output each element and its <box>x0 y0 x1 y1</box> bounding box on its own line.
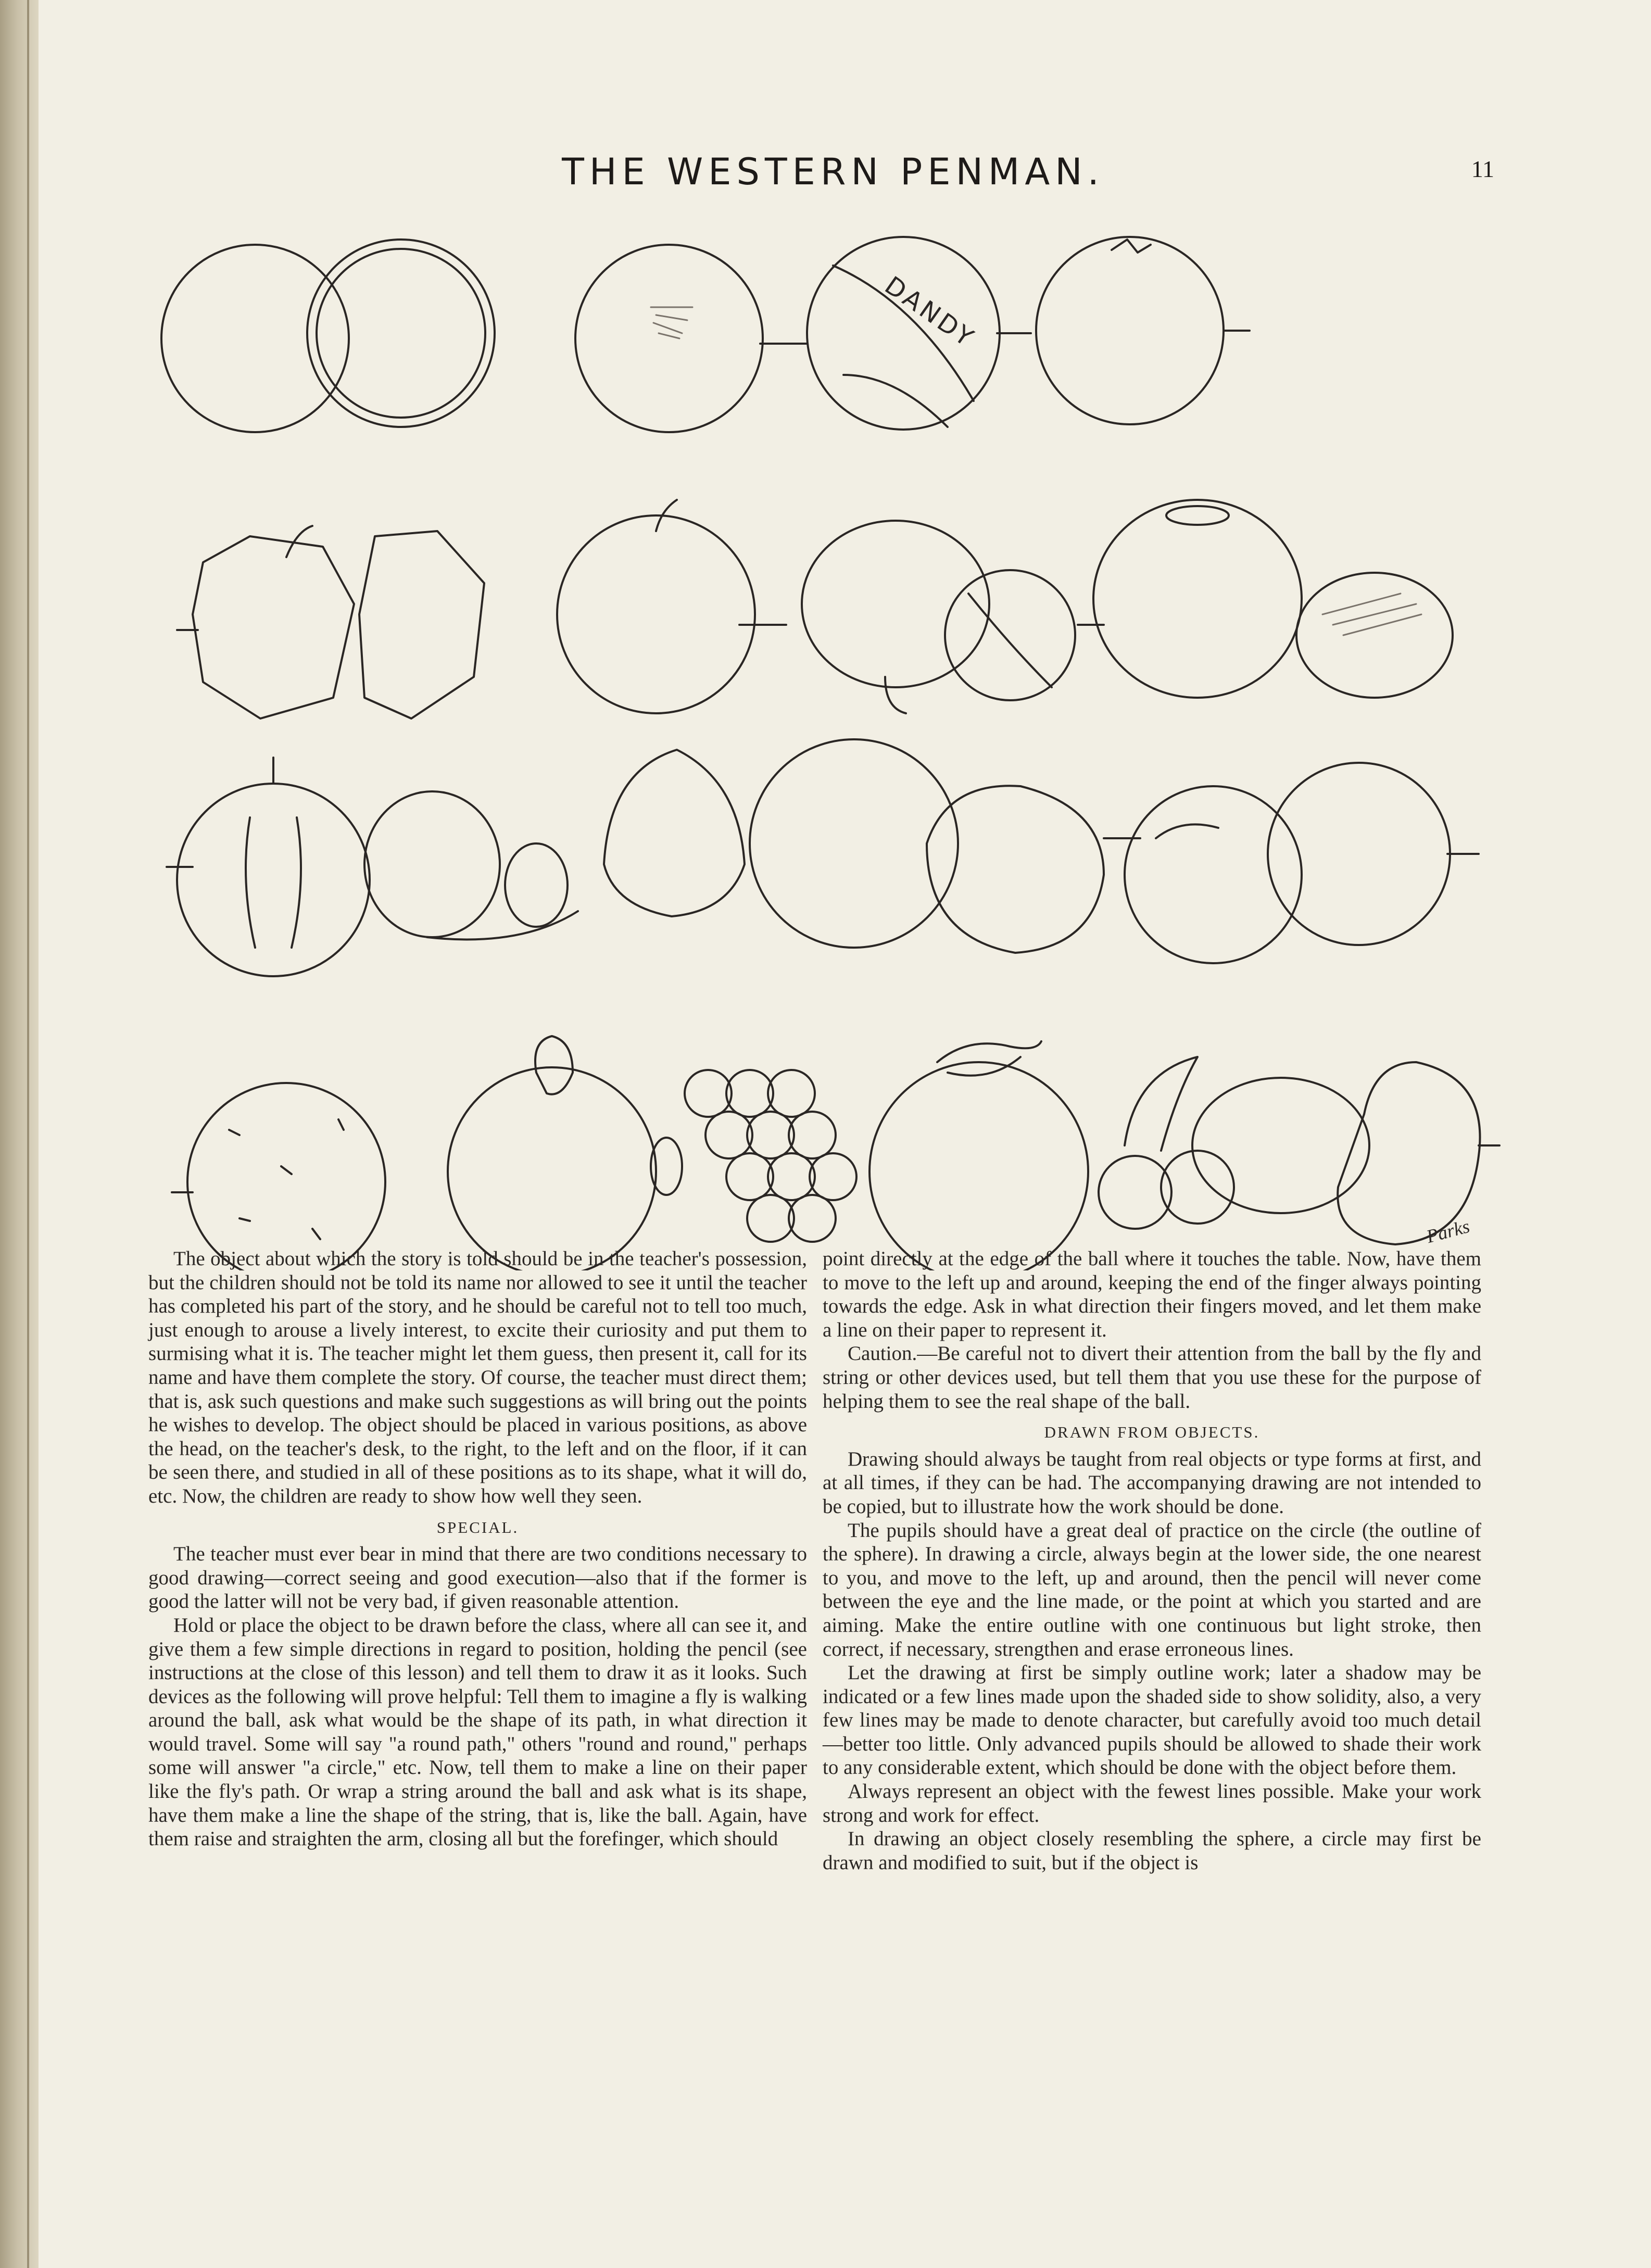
orange-circle <box>1036 237 1224 424</box>
apple-polygon-right <box>359 531 484 719</box>
row4-still-life <box>172 1036 1499 1270</box>
double-circle-inner <box>317 249 485 418</box>
dandy-label: DANDY <box>879 271 981 354</box>
right-column <box>823 1247 1481 2090</box>
page-header <box>156 146 1510 203</box>
paragraph: The teacher must ever bear in mind that there are two conditions necessary to good drawing—correct seeing and good execution—also that if the former is good the latter will not be very bad, if given reasonable attention. <box>148 1543 807 1613</box>
mouse-body <box>364 791 500 937</box>
onion-bulb <box>604 750 745 916</box>
paragraph: The object about which the story is told should be in the teacher's possession, but the children should not be told its name nor allowed to see it until the teacher has completed his part of the story, and he should be careful not to tell too much, just enough to arouse a lively interest, to excite their curiosity and put them to surmising what it is. The teacher might let them guess, then present it, call for its name and have them complete the story. Of course, the teacher must direct them; that is, ask such questions and make such suggestions as will bring out the points he wishes to develop. The object should be placed in various positions, as above the head, on the teacher's desk, to the right, to the left and on the floor, if it can be seen there, and studied in all of these positions as to its shape, what it will do, etc. Now, the children are ready to show how well they seen. <box>148 1248 807 1507</box>
grape-cluster <box>685 1070 856 1242</box>
row1-circles <box>161 237 1250 432</box>
pumpkin <box>177 784 370 976</box>
orange-textured <box>187 1083 385 1270</box>
half-ball <box>945 570 1075 700</box>
sphere-drawing-illustration <box>156 219 1510 1270</box>
paragraph: Caution.—Be careful not to divert their attention from the ball by the fly and string or other devices used, but tell them that you use these for the purpose of helping them to see the real shape of the ball. <box>823 1342 1481 1413</box>
section-heading-special: SPECIAL. <box>436 1518 519 1536</box>
page-number: 11 <box>1471 156 1494 182</box>
book-spine <box>0 0 39 2268</box>
paragraph: The pupils should have a great deal of practice on the circle (the outline of the sphere). In drawing a circle, always begin at the lower side, the one nearest to you, and move to the left, up and around, then the pencil will never come between the eye and the line made, or the point at which you started and are aiming. Make the entire outline with one continuous but light stroke, then correct, if necessary, strengthen and erase erroneous lines. <box>823 1519 1481 1660</box>
globe-with-cat <box>448 1067 656 1270</box>
plain-circle <box>161 245 349 432</box>
illustration-svg <box>156 219 1510 1270</box>
paragraph: Drawing should always be taught from real objects or type forms at first, and at all times, if they can be had. The accompanying drawing are not intended to be copied, but to illustrate how the work should be done. <box>823 1447 1481 1518</box>
bowl-sphere <box>1093 500 1302 698</box>
paragraph: Always represent an object with the fewest lines possible. Make your work strong and work for effect. <box>823 1780 1481 1826</box>
peach-left <box>1125 786 1302 963</box>
shaded-ball <box>575 245 763 432</box>
row2-fruits <box>177 500 1453 719</box>
page-title: THE WESTERN PENMAN. <box>562 150 1104 193</box>
cut-sphere <box>1296 573 1453 698</box>
onion-shape <box>802 521 989 687</box>
cat-shape <box>535 1036 573 1094</box>
artist-signature: Parks <box>1424 1215 1472 1248</box>
paragraph: point directly at the edge of the ball where it touches the table. Now, have them to move to the left up and around, keeping the end of the finger always pointing towards the edge. Ask in what direction their fingers moved, and let them make a line on their paper to represent it. <box>823 1248 1481 1341</box>
bird-shape <box>937 1041 1041 1076</box>
left-column <box>148 1247 807 2090</box>
apple-with-stem <box>557 515 755 713</box>
apple-polygon-left <box>193 536 354 719</box>
paragraph: Let the drawing at first be simply outline work; later a shadow may be indicated or a few lines made upon the shaded side to show solidity, also, a very few lines may be made to denote character, but carefully avoid too much detail—better too little. Only advanced pupils should be allowed to shade their work to any considerable extent, which should be done with the object before them. <box>823 1661 1481 1779</box>
paragraph: In drawing an object closely resembling the sphere, a circle may first be drawn and modified to suit, but if the object is <box>823 1828 1481 1874</box>
peach-right <box>1268 763 1450 945</box>
apple-with-bird <box>869 1062 1088 1270</box>
double-circle <box>307 240 495 427</box>
section-heading-drawn-from-objects: DRAWN FROM OBJECTS. <box>1044 1423 1260 1442</box>
spine-edge <box>27 0 29 2268</box>
banana-shape <box>1125 1057 1198 1151</box>
pear <box>1338 1062 1480 1244</box>
paragraph: Hold or place the object to be drawn before the class, where all can see it, and give them a few simple directions in regard to position, holding the pencil (see instructions at the close of this lesson) and tell them to draw it as it looks. Such devices as the following will prove helpful: Tell them to imagine a fly is walking around the ball, ask what would be the shape of its path, in what direction it would travel. Some will say "a round path," others "round and round," perhaps some will answer "a circle," etc. Now, tell them to make a line on their paper like the fly's path. Or wrap a string around the ball and ask what is its shape, have them make a line the shape of the string, that is, like the ball. Again, have them raise and straighten the arm, closing all but the forefinger, which should <box>148 1614 807 1850</box>
lemon <box>1192 1078 1369 1213</box>
row3-vegetables <box>167 739 1479 976</box>
